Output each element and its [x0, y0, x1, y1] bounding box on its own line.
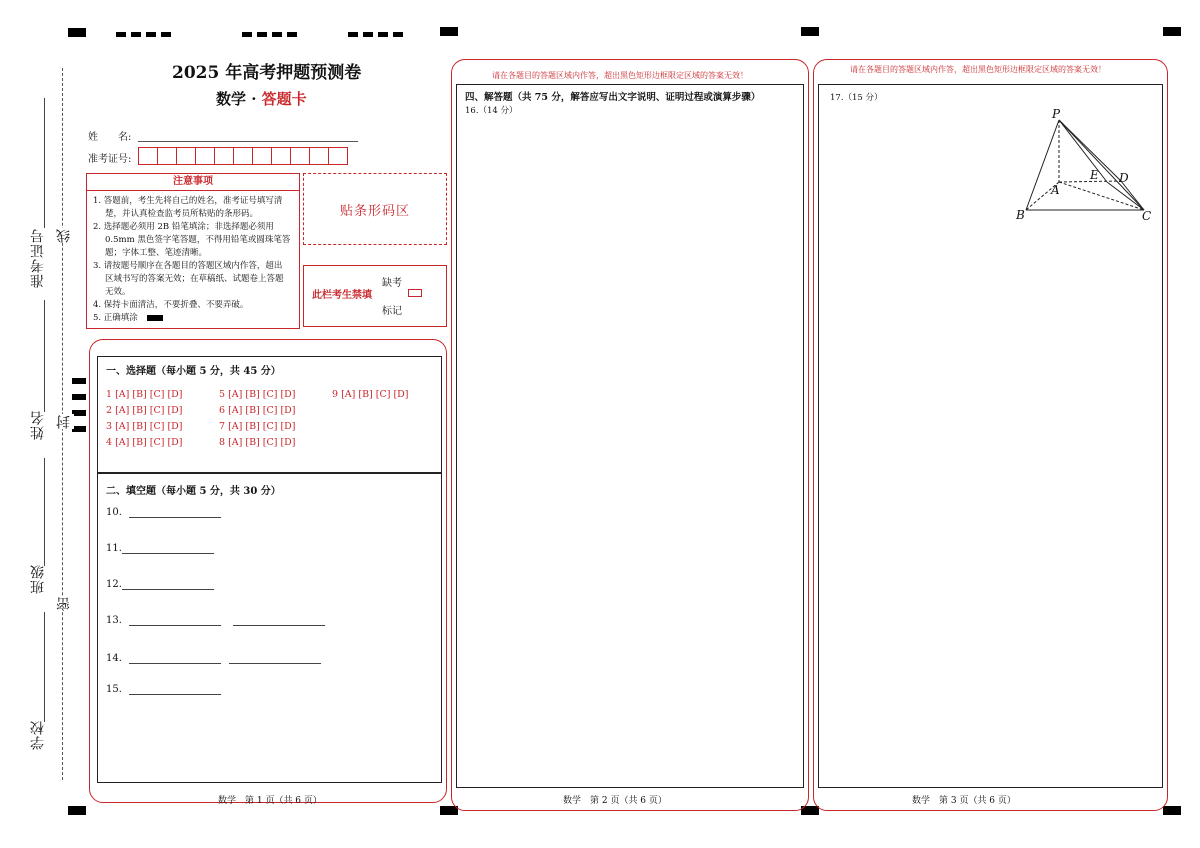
- fill-item-14[interactable]: 14.: [106, 653, 321, 664]
- page-subtitle: [216, 88, 307, 109]
- label-D: D: [1119, 171, 1129, 185]
- seal-char-mi: 密: [56, 596, 72, 611]
- registration-mark: [72, 426, 86, 432]
- name-label: 姓 名:: [88, 132, 132, 143]
- barcode-label: 贴条形码区: [339, 203, 410, 219]
- registration-mark: [378, 32, 388, 37]
- notice-item-fill-example: 5. 正确填涂: [93, 312, 293, 325]
- registration-mark: [242, 32, 252, 37]
- choice-row[interactable]: 3 [A] [B] [C] [D]: [106, 421, 183, 432]
- absent-label-bottom: 标记: [382, 306, 402, 317]
- notice-item: 1. 答题前，考生先将自己的姓名，准考证号填写清: [93, 196, 283, 206]
- name-field[interactable]: [138, 130, 358, 142]
- label-P: P: [1052, 107, 1061, 121]
- notice-list: [87, 191, 299, 325]
- field-line-name: [44, 300, 45, 412]
- absent-mark-box: [303, 265, 447, 327]
- field-line-school: [44, 612, 45, 722]
- registration-mark: [131, 32, 141, 37]
- choice-row[interactable]: 9 [A] [B] [C] [D]: [332, 389, 409, 400]
- notice-item: 无效。: [105, 287, 131, 297]
- exam-no-boxes[interactable]: [138, 147, 347, 165]
- registration-mark: [257, 32, 267, 37]
- registration-mark: [116, 32, 126, 37]
- choice-row[interactable]: 2 [A] [B] [C] [D]: [106, 405, 183, 416]
- label-E: E: [1090, 168, 1099, 182]
- label-C: C: [1142, 209, 1152, 223]
- label-B: B: [1016, 208, 1025, 222]
- choice-row[interactable]: 7 [A] [B] [C] [D]: [219, 421, 296, 432]
- fill-item-11[interactable]: 11.: [106, 543, 214, 554]
- registration-mark: [801, 27, 819, 36]
- section4-title: 四、解答题（共 75 分，解答应写出文字说明、证明过程或演算步骤）: [465, 92, 761, 103]
- registration-mark: [68, 806, 86, 815]
- page3-warning: 请在各题目的答题区域内作答，超出黑色矩形边框限定区域的答案无效！: [850, 65, 1106, 74]
- notice-item: 3. 请按题号顺序在各题目的答题区域内作答，超出: [93, 261, 283, 271]
- seal-char-xian: 线: [56, 228, 72, 243]
- section2-title: 二、填空题（每小题 5 分，共 30 分）: [106, 486, 281, 497]
- correct-fill-swatch: [147, 315, 163, 321]
- page1-footer: 数学 第 1 页（共 6 页）: [218, 796, 322, 806]
- registration-mark: [1163, 27, 1181, 36]
- notice-item: 2. 选择题必须用 2B 铅笔填涂；非选择题必须用: [93, 222, 274, 232]
- pyramid-figure: [1010, 104, 1160, 226]
- absent-checkbox[interactable]: [408, 289, 422, 297]
- registration-mark: [287, 32, 297, 37]
- choice-row[interactable]: 1 [A] [B] [C] [D]: [106, 389, 183, 400]
- registration-mark: [72, 410, 86, 416]
- question-17-label: 17.（15 分）: [830, 93, 883, 103]
- question-16-label: 16.（14 分）: [465, 106, 518, 116]
- registration-mark: [272, 32, 282, 37]
- registration-mark: [68, 28, 86, 37]
- field-line-exam-no: [44, 98, 45, 228]
- page3-footer: 数学 第 3 页（共 6 页）: [912, 796, 1016, 806]
- notice-item: 4. 保持卡面清洁，不要折叠、不要弄破。: [93, 300, 249, 310]
- page2-footer: 数学 第 2 页（共 6 页）: [563, 796, 667, 806]
- fill-item-10[interactable]: 10.: [106, 507, 221, 518]
- registration-mark: [348, 32, 358, 37]
- edge-PE: [1059, 120, 1107, 182]
- forbidden-label: 此栏考生禁填: [312, 290, 372, 301]
- registration-mark: [72, 378, 86, 384]
- subtitle-answer-card: 答题卡: [261, 90, 307, 108]
- notice-item: 楚，并认真检查监考员所粘贴的条形码。: [105, 209, 259, 219]
- field-line-class: [44, 458, 45, 566]
- side-label-exam-no: 准考证号: [30, 228, 46, 288]
- registration-mark: [393, 32, 403, 37]
- choice-row[interactable]: 4 [A] [B] [C] [D]: [106, 437, 183, 448]
- fill-item-13[interactable]: 13.: [106, 615, 325, 626]
- seal-char-feng: 封: [56, 414, 72, 429]
- choice-row[interactable]: 8 [A] [B] [C] [D]: [219, 437, 296, 448]
- choice-section: [97, 356, 442, 474]
- fill-item-12[interactable]: 12.: [106, 579, 214, 590]
- registration-mark: [72, 394, 86, 400]
- notice-box: [86, 173, 300, 329]
- edge-PC: [1059, 120, 1144, 210]
- page2-warning: 请在各题目的答题区域内作答，超出黑色矩形边框限定区域的答案无效！: [492, 71, 748, 80]
- page-title: 2025 年高考押题预测卷: [172, 63, 362, 83]
- notice-item: 题；字体工整、笔迹清晰。: [105, 248, 208, 258]
- barcode-area: [303, 173, 447, 245]
- registration-mark: [440, 27, 458, 36]
- notice-item: 区域书写的答案无效；在草稿纸、试题卷上答题: [105, 274, 284, 284]
- side-label-school: 学校: [30, 720, 46, 750]
- exam-no-label: 准考证号:: [88, 154, 132, 165]
- registration-mark: [161, 32, 171, 37]
- page2-answer-box[interactable]: [456, 84, 804, 788]
- registration-mark: [146, 32, 156, 37]
- choice-row[interactable]: 6 [A] [B] [C] [D]: [219, 405, 296, 416]
- choice-row[interactable]: 5 [A] [B] [C] [D]: [219, 389, 296, 400]
- registration-mark: [1163, 806, 1181, 815]
- registration-mark: [363, 32, 373, 37]
- fill-section: [97, 472, 442, 783]
- absent-label-top: 缺考: [382, 278, 402, 289]
- subtitle-prefix: 数学 ·: [216, 90, 262, 108]
- notice-item: 0.5mm 黑色签字笔答题，不得用铅笔或圆珠笔答: [105, 235, 291, 245]
- side-label-name: 姓名: [30, 410, 46, 440]
- section1-title: 一、选择题（每小题 5 分，共 45 分）: [106, 366, 281, 377]
- label-A: A: [1051, 183, 1060, 197]
- side-label-class: 班级: [30, 564, 46, 594]
- notice-title: 注意事项: [87, 174, 299, 191]
- fill-item-15[interactable]: 15.: [106, 684, 221, 695]
